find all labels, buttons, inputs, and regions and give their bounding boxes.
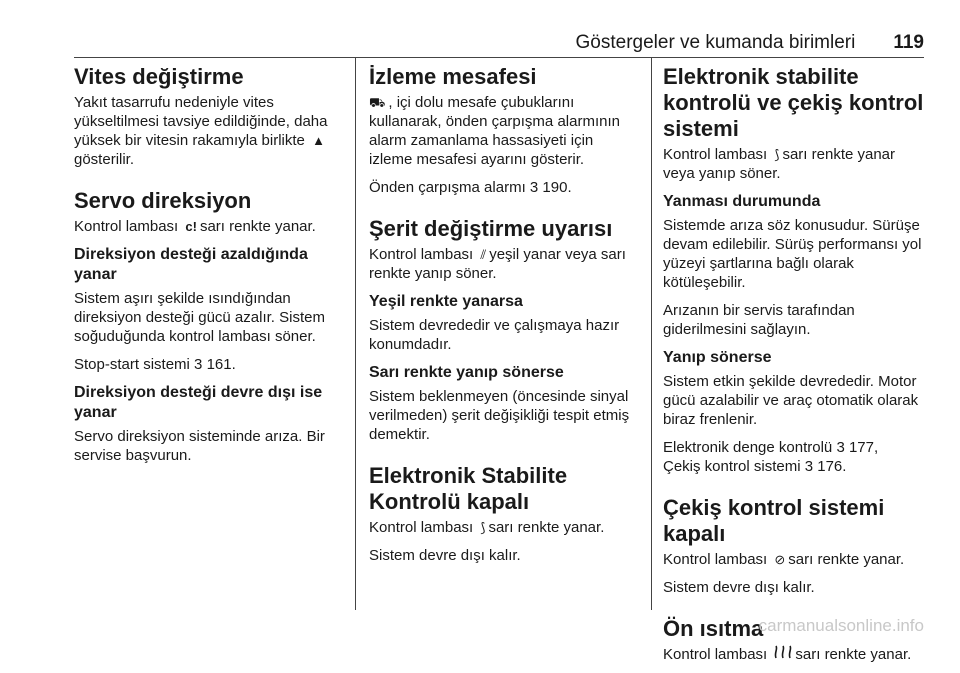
distance-car-icon: ⛟ (369, 95, 386, 110)
subheading-yesil: Yeşil renkte yanarsa (369, 293, 523, 310)
section-title-vites: Vites değiştirme (74, 64, 244, 89)
header-rule (74, 57, 924, 58)
text-stopstart: Stop-start sistemi (74, 356, 190, 373)
text-serit-a: Kontrol lambası (369, 246, 474, 263)
paragraph-yanip: Sistem etkin şekilde devrededir. Motor gücü azalabilir ve araç otomatik olarak biraz frenlenir. (663, 373, 919, 428)
esc-off-icon: ⟆ (480, 520, 486, 535)
paragraph-ariza: Arızanın bir servis tarafından giderilmesini sağlayın. (663, 302, 855, 338)
traction-off-icon: ⊘ (774, 552, 786, 567)
column-divider-2 (651, 58, 652, 610)
text-denge: Elektronik denge kontrolü (663, 439, 833, 456)
text-cekis-b: sarı renkte yanar. (788, 551, 905, 568)
paragraph-vites (74, 93, 346, 169)
section-title-esc: Elektronik Stabilite Kontrolü kapalı (369, 463, 568, 514)
paragraph-stopstart (74, 355, 346, 374)
text-vites-b: gösterilir. (74, 151, 135, 168)
paragraph-devredisi: Servo direksiyon sisteminde arıza. Bir servise başvurun. (74, 428, 325, 464)
text-vites-a: Yakıt tasarrufu nedeniyle vites yükseltilmesi tavsiye edildiğinde, daha yüksek bir vitesin rakamıyla birlikte (74, 94, 328, 149)
text-izleme: , içi dolu mesafe çubuklarını kullanarak, önden çarpışma alarmının alarm zamanlama hassasiyeti için izleme mesafesi ayarını gösterir. (369, 94, 620, 168)
upshift-arrow-icon: ▲ (312, 133, 325, 148)
paragraph-azaldi: Sistem aşırı şekilde ısındığından direksiyon desteği gücü azalır. Sistem soğuduğunda kontrol lambası söner. (74, 290, 325, 345)
page-ref-161: 161. (206, 356, 236, 373)
page-ref-190: 190. (542, 179, 572, 196)
text-isitma-b: sarı renkte yanar. (795, 646, 912, 663)
text-stab-a: Kontrol lambası (663, 146, 768, 163)
text-servo-b: sarı renkte yanar. (199, 218, 316, 235)
page-number: 119 (893, 32, 924, 53)
paragraph-onden (369, 178, 639, 197)
paragraph-servo (74, 217, 346, 236)
paragraph-esc2: Sistem devre dışı kalır. (369, 547, 521, 564)
subheading-sari: Sarı renkte yanıp sönerse (369, 364, 564, 381)
text-stab-b: sarı renkte yanar veya yanıp söner. (663, 146, 896, 182)
page-ref-177: 177, (848, 439, 879, 456)
page-ref-icon: 3 (804, 458, 814, 475)
text-esc-a: Kontrol lambası (369, 519, 474, 536)
column-1 (74, 64, 346, 474)
text-serit-b: yeşil yanar veya sarı renkte yanıp söner. (369, 246, 626, 282)
section-title-isitma: Ön ısıtma (663, 616, 764, 641)
paragraph-refs (663, 438, 928, 476)
paragraph-sari: Sistem beklenmeyen (öncesinde sinyal verilmeden) şerit değişikliği tespit etmiş demektir. (369, 388, 630, 443)
section-title-cekis: Çekiş kontrol sistemi kapalı (663, 495, 885, 546)
paragraph-serit (369, 245, 639, 283)
steering-warning-icon: c! (185, 219, 197, 234)
section-title-servo: Servo direksiyon (74, 188, 252, 213)
page-ref-176: 176. (817, 458, 847, 475)
column-3 (663, 64, 928, 673)
section-title-serit: Şerit değiştirme uyarısı (369, 216, 613, 241)
glow-plug-icon (774, 645, 792, 664)
section-title-izleme: İzleme mesafesi (369, 64, 537, 89)
lane-change-icon: ⫽ (480, 247, 487, 262)
watermark: carmanualsonline.info (758, 616, 924, 635)
paragraph-yesil: Sistem devrededir ve çalışmaya hazır konumdadır. (369, 317, 620, 353)
paragraph-cekis (663, 550, 928, 569)
paragraph-isitma (663, 645, 928, 664)
glow-plug-svg (774, 645, 792, 659)
subheading-devredisi: Direksiyon desteği devre dışı ise yanar (74, 384, 323, 421)
subheading-yanmasi: Yanması durumunda (663, 193, 821, 210)
paragraph-stab (663, 145, 928, 183)
page-ref-icon: 3 (194, 356, 203, 373)
text-onden: Önden çarpışma alarmı (369, 179, 526, 196)
page-ref-icon: 3 (836, 439, 845, 456)
column-2 (369, 64, 639, 574)
text-cekis-a: Kontrol lambası (663, 551, 768, 568)
header-title: Göstergeler ve kumanda birimleri (575, 32, 856, 53)
page-header (74, 30, 924, 56)
section-title-stab: Elektronik stabilite kontrolü ve çekiş kontrol sistemi (663, 64, 924, 141)
text-esc-b: sarı renkte yanar. (488, 519, 605, 536)
paragraph-cekis2: Sistem devre dışı kalır. (663, 579, 815, 596)
paragraph-esc (369, 518, 639, 537)
subheading-yanip: Yanıp sönerse (663, 349, 772, 366)
esc-icon: ⟆ (774, 147, 780, 162)
paragraph-yanmasi: Sistemde arıza söz konusudur. Sürüşe devam edilebilir. Sürüş performansı yol yüzeyi şartlarına bağlı olarak kötüleşebilir. (663, 217, 922, 291)
text-servo-a: Kontrol lambası (74, 218, 179, 235)
column-divider-1 (355, 58, 356, 610)
subheading-azaldi: Direksiyon desteği azaldığında yanar (74, 246, 308, 283)
page-ref-icon: 3 (529, 179, 539, 196)
text-isitma-a: Kontrol lambası (663, 646, 768, 663)
text-cekis: Çekiş kontrol sistemi (663, 458, 801, 475)
paragraph-izleme (369, 93, 639, 169)
